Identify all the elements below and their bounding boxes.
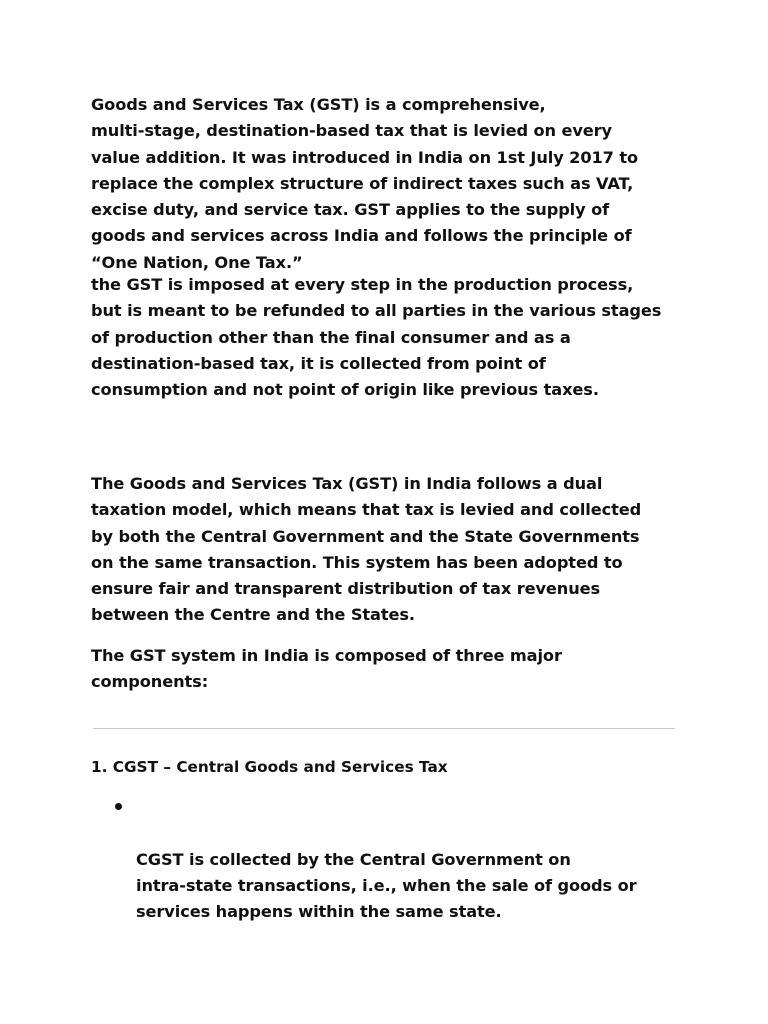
list-item-text: CGST is collected by the Central Government on intra-state transactions, i.e., when the sale of goods or services happens within the same state. (136, 849, 637, 922)
paragraph-gst-imposition: the GST is imposed at every step in the production process, but is meant to be refunded to all parties in the various stages of production other than the final consumer and as a destination-based tax, it is collected from point of consumption and not point of origin like previous taxes. (91, 275, 662, 400)
cgst-bullet-list (91, 794, 691, 925)
horizontal-divider (93, 728, 675, 729)
paragraph-dual-taxation: The Goods and Services Tax (GST) in India follows a dual taxation model, which means that tax is levied and collected by both the Central Government and the State Governments on the same transaction. This system has been adopted to ensure fair and transparent distribution of tax revenues between the Centre and the States. (91, 474, 642, 625)
bullet-icon (115, 803, 122, 810)
paragraph-components-intro: The GST system in India is composed of three major components: (91, 646, 562, 692)
list-item (91, 794, 691, 925)
paragraph-gst-definition: Goods and Services Tax (GST) is a comprehensive, multi-stage, destination-based tax that is levied on every value addition. It was introduced in India on 1st July 2017 to replace the complex structure of indirect taxes such as VAT, excise duty, and service tax. GST applies to the supply of goods and services across India and follows the principle of “One Nation, One Tax.” (91, 95, 639, 272)
section-heading-cgst: 1. CGST – Central Goods and Services Tax (91, 758, 448, 776)
